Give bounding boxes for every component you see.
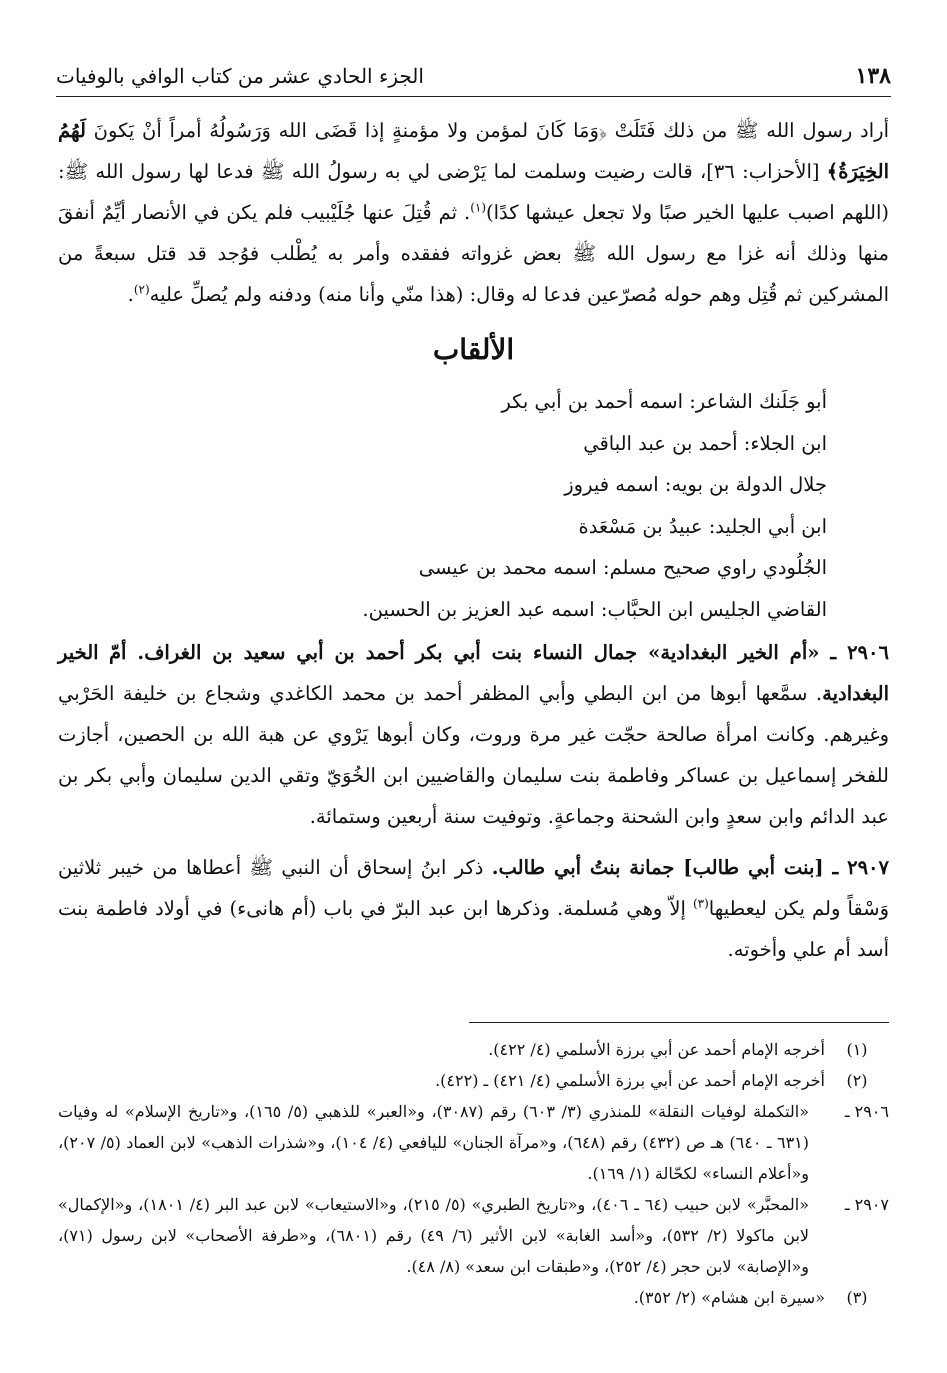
entry-line: . سمَّعها أبوها من ابن البطي وأبي المظفر أحمد بن محمد الكاغدي وشجاع بن xyxy=(176,682,823,705)
entry-line: وستمائة. xyxy=(309,805,381,828)
footnote xyxy=(58,1065,889,1096)
footnote xyxy=(58,1034,889,1065)
intro-line: منه) ودفنه ولم يُصلِّ عليه xyxy=(149,283,353,306)
running-header xyxy=(56,56,891,97)
running-title: الجزء الحادي عشر من كتاب الوافي بالوفيات xyxy=(56,64,424,88)
entry-line: خليفة الحَرْبي وغيرهم. وكانت امرأة صالحة حجّت غير مرة وروت، وكان أبوها يَرْوي عن هبة xyxy=(58,682,889,746)
footnote-ref-3[interactable]: (٣) xyxy=(692,896,709,911)
footnotes xyxy=(58,1034,889,1313)
alqab-item: الجُلُودي راوي صحيح مسلم: اسمه محمد بن عيسى xyxy=(418,556,827,579)
footnote-text: «سيرة ابن هشام» (٢/ ٣٥٢). xyxy=(633,1288,825,1307)
intro-line: أراد رسول الله ﷺ من ذلك فَتَلَتْ ﴿وَمَا كَانَ لمؤمن ولا مؤمنةٍ إذا قَضَى الله وَرَسُولُهُ أمراً أنْ يَكونَ xyxy=(93,119,889,142)
footnote-text: «التكملة لوفيات النقلة» للمنذري (٣/ ٦٠٣) رقم (٣٠٨٧)، و«العبر» للذهبي (٥/ ١٦٥)، و«تاريخ الإسلام» له وفيات (٦٣١ ـ ٦٤٠) هـ ص (٤٣٢) رقم (٦٤٨)، و«مرآة الجنان» لليافعي (٤/ ١٠٤)، و«شذرات الذهب» لابن العماد (٥/ ٢٠٧)، و«أعلام النساء» لكحّالة (١/ ١٦٩). xyxy=(58,1102,809,1183)
footnote-text: «المحبَّر» لابن حبيب (٦٤ ـ ٤٠٦)، و«تاريخ الطبري» (٥/ ٢١٥)، و«الاستيعاب» لابن عبد البر (٤/ ١٨٠١)، و«الإكمال» لابن ماكولا (٢/ ٥٣٢)، و«أسد الغابة» لابن الأثير (٦/ ٤٩) رقم (٦٨٠١)، و«طرفة الأصحاب» لابن رسول (٧١)، و«الإصابة» لابن حجر (٤/ ٢٥٢)، و«طبقات ابن سعد» (٨/ ٤٨). xyxy=(58,1195,810,1276)
section-title: الألقاب xyxy=(432,333,515,366)
entry-line: خيبر ثلاثين وَسْقاً ولم يكن ليعطيها xyxy=(58,856,890,920)
footnote-key: ٢٩٠٧ ـ xyxy=(844,1195,889,1214)
intro-paragraph xyxy=(58,110,889,315)
intro-line: يُطْلب فوُجد قد قتل سبعةً من المشركين ثم قُتِل وهم حوله مُصرّعين فدعا له وقال: (هذا منّي وأنا xyxy=(58,242,889,306)
footnote-key: (١) xyxy=(846,1040,868,1059)
entry-line: إلاّ وهي مُسلمة. وذكرها ابن عبد البرّ في باب (أم هانىء) xyxy=(229,897,693,920)
intro-line: رسول الله ﷺ: (اللهم اصبب عليها الخير صبًا ولا تجعل عيشها كدًا) xyxy=(58,160,889,224)
page-number: ١٣٨ xyxy=(855,63,891,89)
entry-line: في أولاد فاطمة بنت أسد أم علي وأخوته. xyxy=(58,897,889,961)
footnote-divider xyxy=(469,1022,889,1023)
footnote-key: ٢٩٠٦ ـ xyxy=(844,1102,889,1121)
footnote xyxy=(58,1189,889,1282)
footnote xyxy=(58,1096,889,1189)
footnote-key: (٣) xyxy=(846,1288,868,1307)
entry-2906 xyxy=(58,632,889,837)
main-text xyxy=(58,110,889,970)
alqab-item: ابن الجلاء: أحمد بن عبد الباقي xyxy=(583,431,827,455)
quran-quote-end: لَهُمُ الخِيَرَةُ﴾ xyxy=(58,119,890,183)
intro-line: [الأحزاب: ٣٦]، قالت رضيت وسلمت لما يَرْضى لي به رسولُ الله ﷺ فدعا لها xyxy=(188,160,827,183)
footnote xyxy=(58,1282,889,1313)
alqab-list xyxy=(58,381,827,630)
alqab-item: جلال الدولة بن بويه: اسمه فيروز xyxy=(564,473,827,496)
footnote-text: أخرجه الإمام أحمد عن أبي برزة الأسلمي (٤/ ٤٢١) ـ (٤٢٢). xyxy=(435,1071,825,1090)
entry-heading: ٢٩٠٦ ـ «أم الخير البغدادية» جمال النساء بنت أبي بكر أحمد بن أبي سعيد بن الغراف. أمّ xyxy=(108,641,889,664)
entry-line: ذكر ابنُ إسحاق أن النبي ﷺ أعطاها من xyxy=(152,856,492,879)
footnote-ref-2[interactable]: (٢) xyxy=(133,282,150,297)
entry-heading-cont: الخير البغدادية xyxy=(58,641,889,705)
intro-line: . ثم قُتِلَ عنها جُلَيْبيب xyxy=(300,201,471,224)
intro-line: فلم يكن في الأنصار أيِّمٌ أنفقَ منها وذلك أنه غزا مع رسول الله ﷺ بعض غزواته ففقده وأمر به xyxy=(58,201,889,265)
entry-line: الله بن الحصين، أجازت للفخر إسماعيل بن عساكر وفاطمة بنت سليمان والقاضيين ابن الخُوَيّ xyxy=(58,723,890,787)
footnote-key: (٢) xyxy=(846,1071,868,1090)
footnote-ref-1[interactable]: (١) xyxy=(470,200,487,215)
entry-line: وتقي الدين سليمان وأبي بكر بن عبد الدائم وابن سعدٍ وابن الشحنة وجماعةٍ. وتوفيت سنة أربعين xyxy=(58,764,889,828)
alqab-item: ابن أبي الجليد: عبيدُ بن مَسْعَدة xyxy=(578,514,827,538)
intro-line: . xyxy=(127,283,134,306)
footnote-text: أخرجه الإمام أحمد عن أبي برزة الأسلمي (٤/ ٤٢٢). xyxy=(488,1040,825,1059)
alqab-item: أبو جَلَنك الشاعر: اسمه أحمد بن أبي بكر xyxy=(501,390,827,413)
entry-heading: ٢٩٠٧ ـ [بنت أبي طالب] جمانة بنتُ أبي طالب. xyxy=(491,856,889,879)
alqab-item: القاضي الجليس ابن الحبَّاب: اسمه عبد العزيز بن الحسين. xyxy=(362,597,827,621)
entry-2907 xyxy=(58,847,889,970)
